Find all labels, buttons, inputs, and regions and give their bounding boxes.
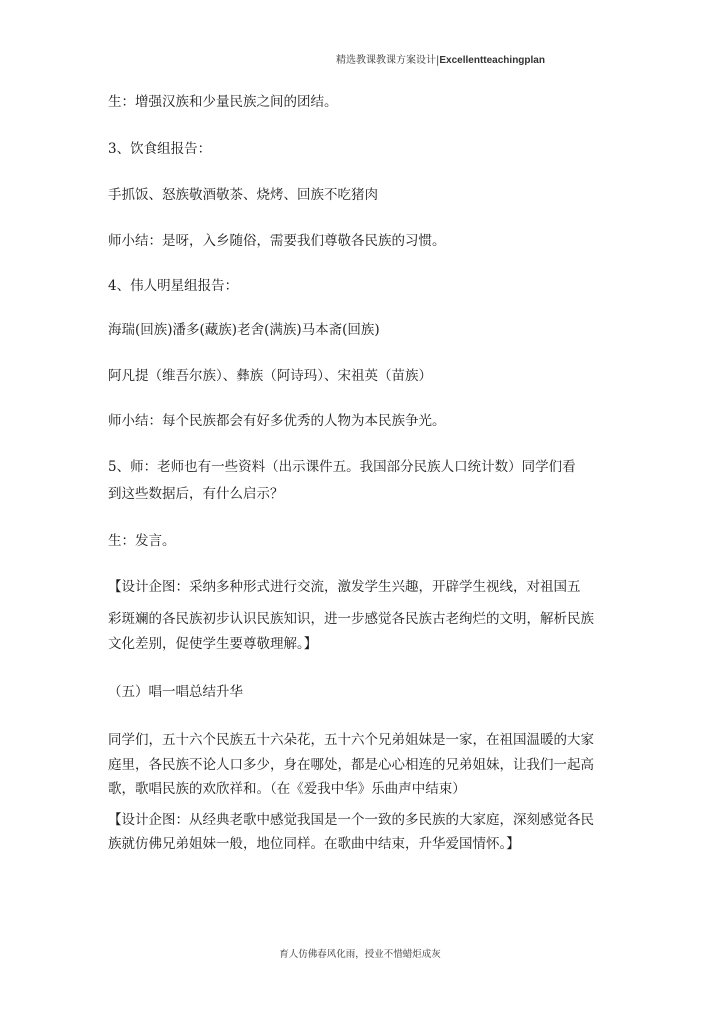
paragraph-line: 手抓饭、怒族敬酒敬茶、烧烤、回族不吃猪肉	[108, 187, 378, 203]
paragraph-line: 阿凡提（维吾尔族）、彝族（阿诗玛）、宋祖英（苗族）	[108, 368, 432, 384]
paragraph-line: 歌，歌唱民族的欢欣祥和。（在《爱我中华》乐曲声中结束）	[108, 781, 466, 797]
paragraph-line: 师小结：每个民族都会有好多优秀的人物为本民族争光。	[108, 413, 446, 429]
page-footer: 育人仿佛春风化雨，授业不惜蜡炬成灰	[279, 949, 441, 960]
paragraph-line: 文化差别，促使学生要尊敬理解。】	[108, 636, 318, 652]
paragraph-line: 4、伟人明星组报告：	[108, 278, 239, 294]
paragraph-line: 【设计企图：从经典老歌中感觉我国是一个一致的多民族的大家庭，深刻感觉各民	[108, 812, 594, 828]
paragraph-line: 3、饮食组报告：	[108, 141, 212, 157]
section-heading: （五）唱一唱总结升华	[108, 684, 243, 700]
paragraph-line: 【设计企图：采纳多种形式进行交流，激发学生兴趣，开辟学生视线，对祖国五	[108, 579, 581, 595]
paragraph-line: 同学们，五十六个民族五十六朵花，五十六个兄弟姐妹是一家，在祖国温暖的大家	[108, 732, 594, 748]
paragraph-line: 师小结：是呀，入乡随俗，需要我们尊敬各民族的习惯。	[108, 233, 446, 249]
paragraph-line: 族就仿佛兄弟姐妹一般，地位同样。在歌曲中结束，升华爱国情怀。】	[108, 836, 520, 852]
header-english: Excellentteachingplan	[439, 55, 545, 66]
header-chinese: 精选教课教课方案设计|	[336, 55, 440, 66]
paragraph-line: 生：发言。	[108, 533, 176, 549]
paragraph-line: 海瑞(回族)潘多(藏族)老舍(满族)马本斋(回族)	[108, 322, 380, 338]
paragraph-line: 5、师：老师也有一些资料（出示课件五。我国部分民族人口统计数）同学们看	[108, 459, 576, 475]
page-header	[336, 51, 545, 66]
paragraph-line: 生：增强汉族和少量民族之间的团结。	[108, 94, 338, 110]
paragraph-line: 到这些数据后，有什么启示？	[108, 486, 284, 502]
paragraph-line: 彩斑斓的各民族初步认识民族知识，进一步感觉各民族古老绚烂的文明，解析民族	[108, 611, 594, 627]
paragraph-line: 庭里，各民族不论人口多少，身在哪处，都是心心相连的兄弟姐妹，让我们一起高	[108, 757, 594, 773]
